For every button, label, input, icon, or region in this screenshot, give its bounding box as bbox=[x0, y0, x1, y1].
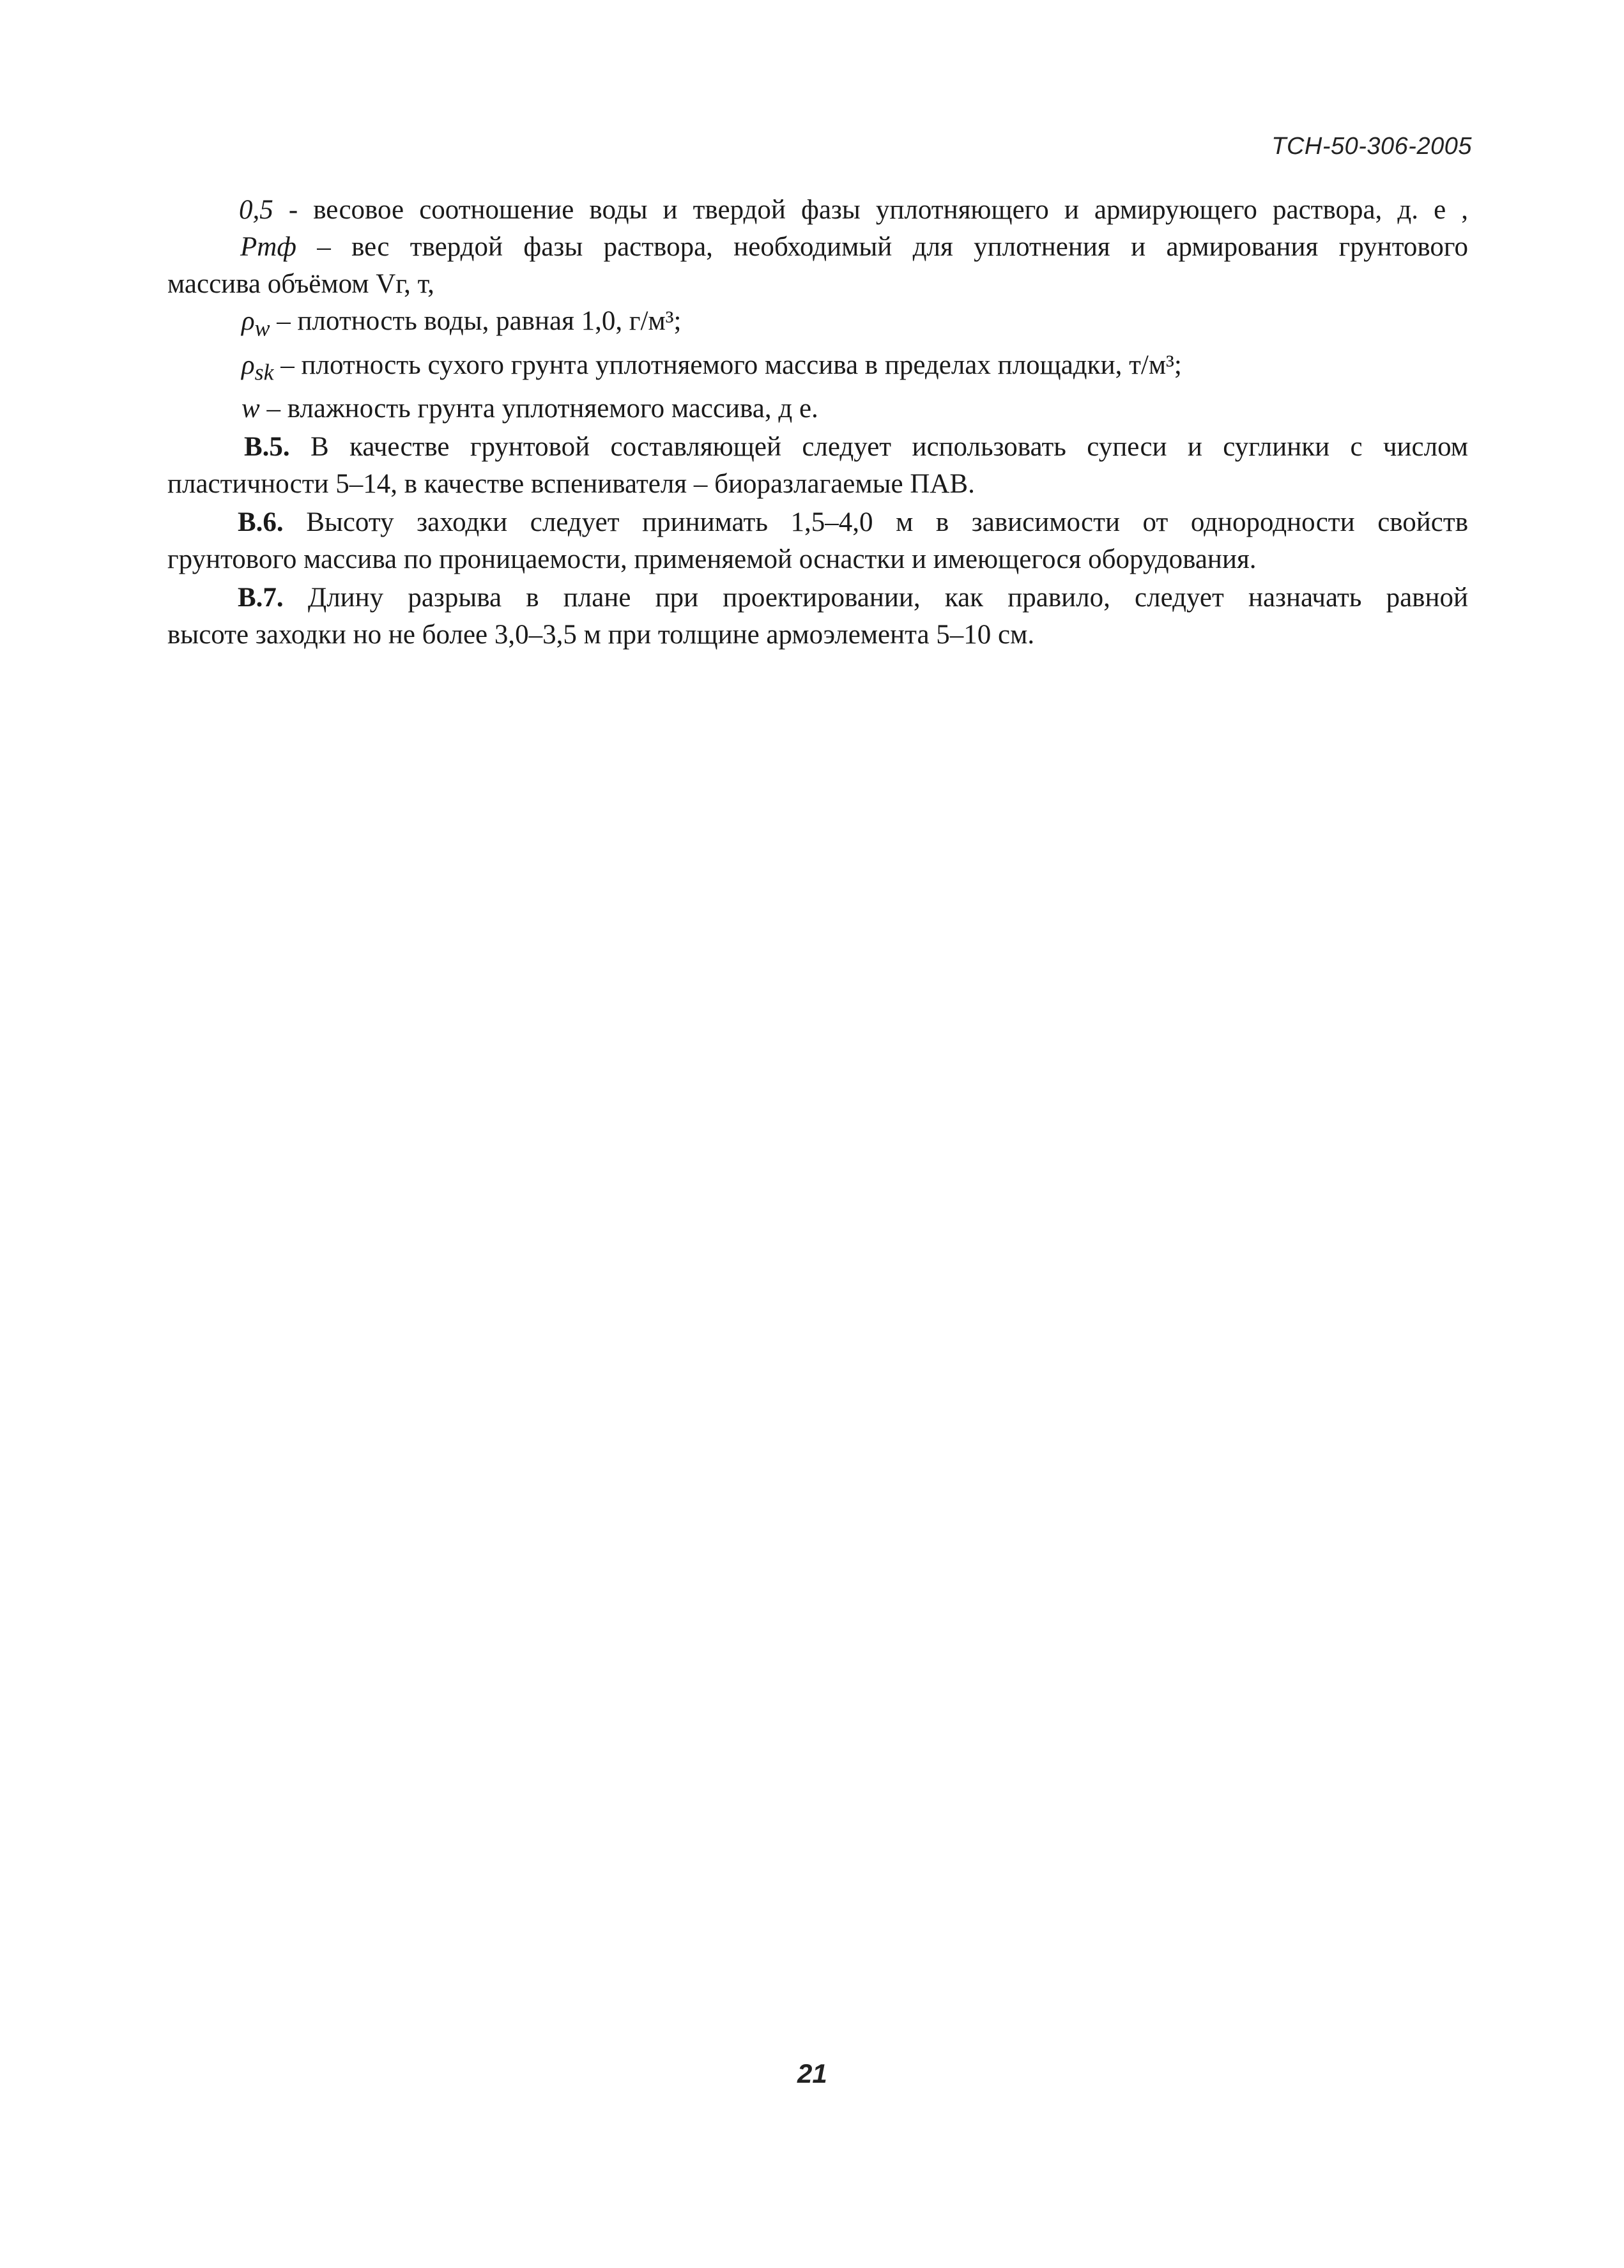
definition-line bbox=[167, 192, 1468, 229]
symbol: ρ bbox=[241, 306, 255, 336]
definition-line bbox=[167, 229, 1468, 266]
symbol: ρ bbox=[241, 349, 255, 380]
clause-first-line bbox=[167, 429, 1468, 466]
definition-continuation: массива объёмом Vг, т, bbox=[167, 269, 434, 299]
document-code-header: ТСН-50-306-2005 bbox=[1271, 133, 1472, 160]
clause-text: Длину разрыва в плане при проектировании, как правило, следует назначать равной bbox=[283, 583, 1468, 613]
symbol: 0,5 bbox=[239, 195, 273, 225]
page-number: 21 bbox=[797, 2058, 827, 2088]
symbol: w bbox=[241, 394, 260, 424]
clause-text: В качестве грунтовой составляющей следует использовать супеси и суглинки с числом bbox=[289, 432, 1468, 463]
clause-number: В.6. bbox=[238, 507, 284, 538]
clause-first-line bbox=[167, 579, 1468, 617]
clause-continuation: высоте заходки но не более 3,0–3,5 м при толщине армоэлемента 5–10 см. bbox=[167, 620, 1035, 650]
definition-line bbox=[167, 303, 1468, 347]
definition-text: – вес твердой фазы раствора, необходимый для уплотнения и армирования грунтового bbox=[296, 232, 1468, 262]
document-body bbox=[167, 192, 1468, 654]
clause-number: В.7. bbox=[238, 583, 284, 613]
symbol: Ртф bbox=[240, 232, 296, 262]
clause-continuation: грунтового массива по проницаемости, применяемой оснастки и имеющегося оборудования. bbox=[167, 544, 1257, 575]
clause-text: Высоту заходки следует принимать 1,5–4,0 м в зависимости от однородности свойств bbox=[283, 507, 1468, 538]
symbol-subscript: sk bbox=[254, 359, 274, 385]
symbol-subscript: w bbox=[254, 315, 270, 341]
definition-text: - весовое соотношение воды и твердой фазы уплотняющего и армирующего раствора, д. е , bbox=[273, 195, 1468, 225]
definition-text: – плотность воды, равная 1,0, г/м³; bbox=[270, 306, 682, 336]
clause-number: В.5. bbox=[244, 432, 290, 463]
definition-line bbox=[167, 390, 1468, 427]
definition-text: – влажность грунта уплотняемого массива, д е. bbox=[259, 394, 818, 424]
clause-continuation: пластичности 5–14, в качестве вспенивателя – биоразлагаемые ПАВ. bbox=[167, 469, 975, 500]
clause-first-line bbox=[167, 504, 1468, 541]
definition-text: – плотность сухого грунта уплотняемого массива в пределах площадки, т/м³; bbox=[273, 349, 1182, 380]
definition-line bbox=[167, 347, 1468, 391]
